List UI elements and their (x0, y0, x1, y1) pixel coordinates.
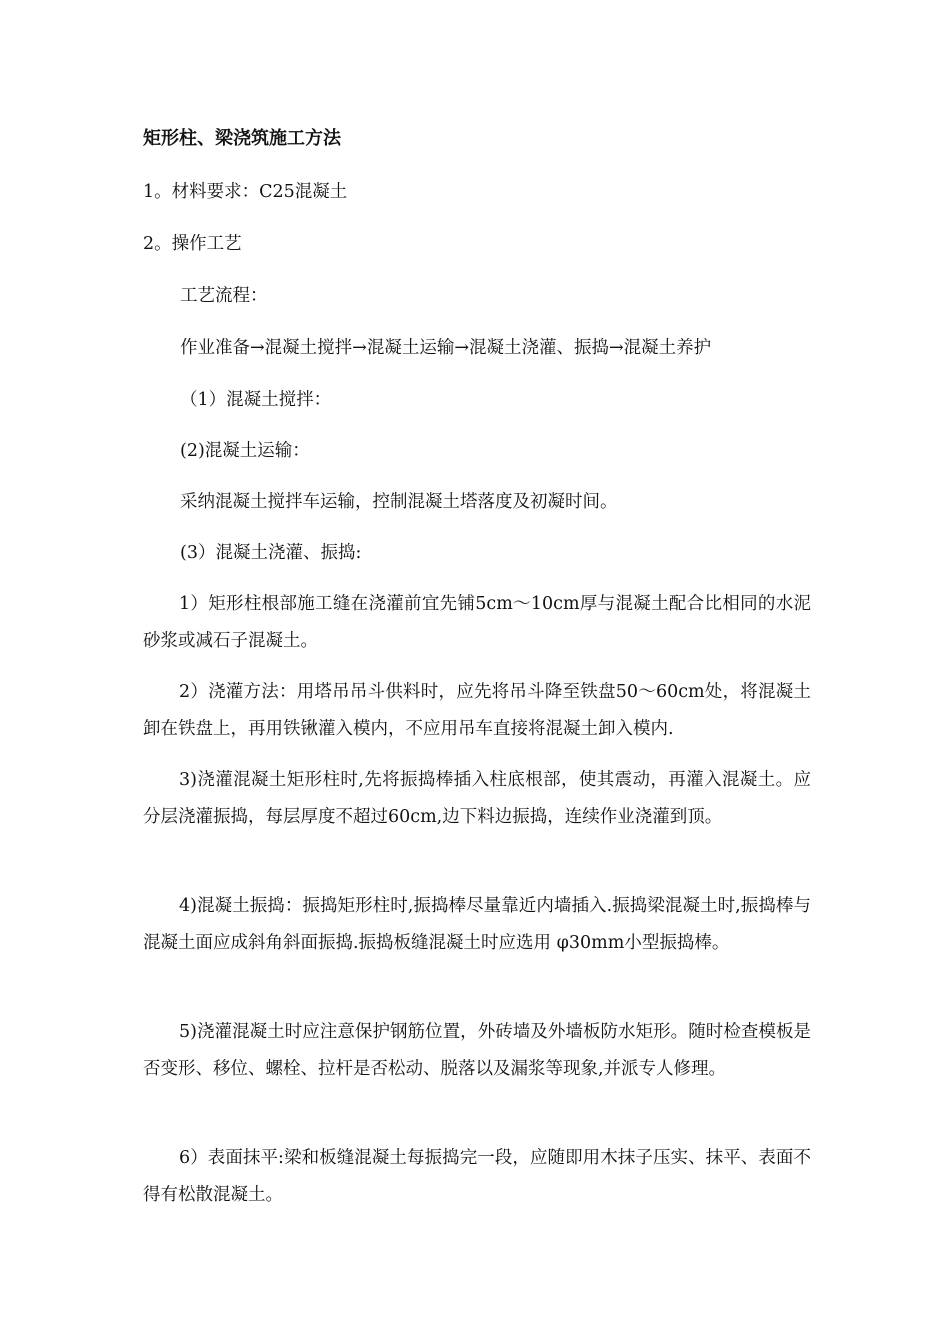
paragraph-2: 2）浇灌方法：用塔吊吊斗供料时，应先将吊斗降至铁盘50～60cm处，将混凝土卸在铁盘上，再用铁锹灌入模内，不应用吊车直接将混凝土卸入模内. (143, 682, 811, 739)
flow-label: 工艺流程： (180, 286, 268, 306)
step-transport-heading: (2)混凝土运输： (180, 441, 310, 461)
paragraph-6: 6）表面抹平:梁和板缝混凝土每振捣完一段，应随即用木抹子压实、抹平、表面不得有松散混凝土。 (143, 1148, 811, 1205)
paragraph-4: 4)混凝土振捣：振捣矩形柱时,振捣棒尽量靠近内墙插入.振捣梁混凝土时,振捣棒与混凝土面应成斜角斜面振捣.振捣板缝混凝土时应选用 φ30mm小型振捣棒。 (143, 896, 811, 953)
material-requirement: 1。材料要求：C25混凝土 (143, 182, 348, 202)
process-flow: 作业准备→混凝土搅拌→混凝土运输→混凝土浇灌、振捣→混凝土养护 (180, 338, 712, 358)
step-mixing-heading: （1）混凝土搅拌： (180, 390, 332, 410)
document-title: 矩形柱、梁浇筑施工方法 (143, 128, 341, 149)
paragraph-5: 5)浇灌混凝土时应注意保护钢筋位置，外砖墙及外墙板防水矩形。随时检查模板是否变形、移位、螺栓、拉杆是否松动、脱落以及漏浆等现象,并派专人修理。 (143, 1022, 811, 1079)
step-transport-text: 采纳混凝土搅拌车运输，控制混凝土塔落度及初凝时间。 (180, 492, 618, 512)
step-pouring-heading: (3）混凝土浇灌、振捣: (180, 543, 362, 563)
paragraph-1: 1）矩形柱根部施工缝在浇灌前宜先铺5cm～10cm厚与混凝土配合比相同的水泥砂浆或减石子混凝土。 (143, 594, 811, 651)
paragraph-3: 3)浇灌混凝土矩形柱时,先将振捣棒插入柱底根部，使其震动，再灌入混凝土。应分层浇灌振捣，每层厚度不超过60cm,边下料边振捣，连续作业浇灌到顶。 (143, 770, 811, 827)
operation-heading: 2。操作工艺 (143, 234, 242, 254)
